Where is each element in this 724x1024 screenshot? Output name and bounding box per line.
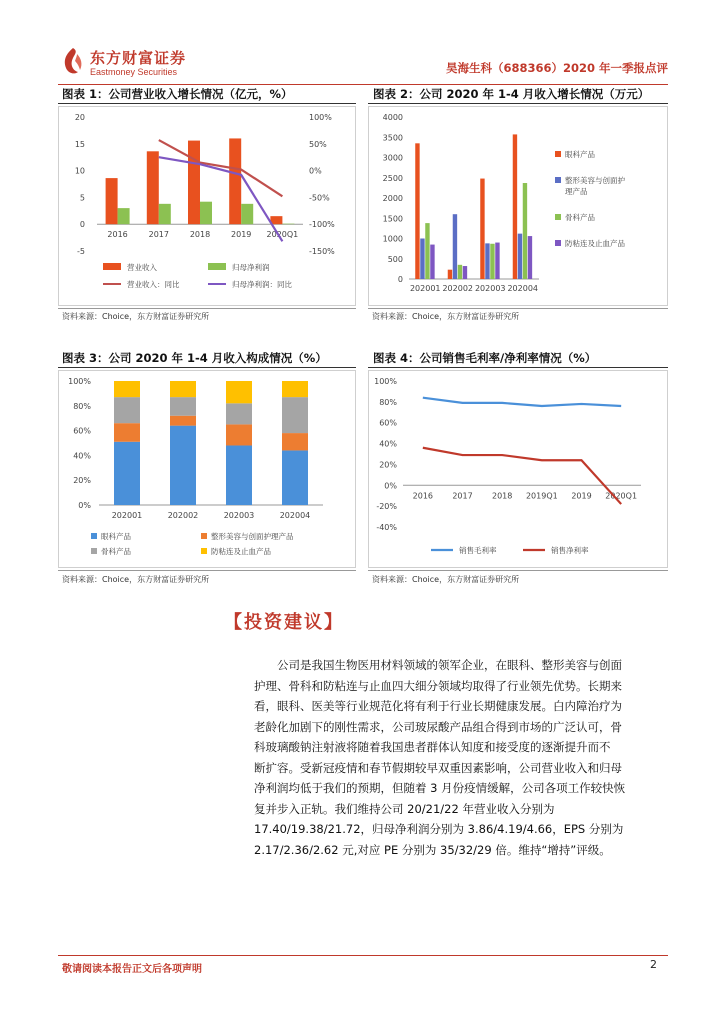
fig2-bar [453, 214, 457, 279]
fig2-legend-label: 理产品 [565, 187, 588, 196]
fig1-right-tick: -50% [309, 193, 330, 203]
fig2-source-rule [368, 308, 668, 309]
fig2-bar [415, 143, 419, 279]
fig1-category-label: 2016 [107, 230, 128, 240]
fig3-title: 图表 3：公司 2020 年 1-4 月收入构成情况（%） [62, 351, 327, 365]
fig3-bar-segment [170, 381, 196, 397]
fig1-bar [118, 208, 130, 224]
fig1-right-tick: 100% [309, 113, 332, 122]
fig4-category-label: 2019Q1 [525, 491, 558, 501]
paragraph-line: 17.40/19.38/21.72，归母净利润分别为 3.86/4.19/4.66，EPS 分别为 [254, 822, 624, 836]
fig2-legend-label: 骨科产品 [565, 213, 595, 222]
paragraph-line: 断扩容。受新冠疫情和春节假期较早双重因素影响，公司营业收入和归母 [254, 760, 622, 775]
fig3-legend-label: 骨科产品 [101, 547, 131, 556]
fig4-y-tick: 20% [379, 460, 397, 470]
fig4-y-tick: 60% [379, 418, 397, 428]
fig2-category-label: 202004 [507, 284, 539, 293]
fig1-bar [106, 178, 118, 224]
fig4-chart [368, 370, 668, 568]
fig1-legend-label: 归母净利润：同比 [232, 280, 292, 289]
fig4-category-label: 2017 [452, 491, 473, 501]
fig1-title-rule [58, 103, 356, 104]
fig3-source: 资料来源：Choice，东方财富证券研究所 [62, 575, 210, 584]
fig1-bar [147, 151, 159, 224]
fig3-legend-label: 眼科产品 [101, 532, 131, 541]
fig2-y-tick: 2500 [382, 173, 403, 183]
paragraph-line: 2.17/2.36/2.62 元,对应 PE 分别为 35/32/29 倍。维持“增持”评级。 [254, 842, 611, 857]
fig3-bar-segment [226, 381, 252, 403]
fig1-right-tick: -100% [309, 220, 335, 230]
fig2-y-tick: 2000 [382, 194, 403, 203]
fig2-y-tick: 3500 [382, 133, 403, 143]
fig4-title: 图表 4：公司销售毛利率/净利率情况（%） [373, 351, 597, 365]
logo-name: 东方财富证券 [90, 49, 187, 67]
fig1-bar [188, 141, 200, 225]
fig1-series-line [159, 157, 283, 241]
fig1-bar [229, 138, 241, 224]
fig3-y-tick: 0% [78, 501, 91, 510]
fig3-source-rule [58, 570, 356, 571]
fig3-legend-label: 整形美容与创面护理产品 [211, 532, 294, 541]
fig2-source: 资料来源：Choice，东方财富证券研究所 [372, 312, 520, 321]
fig4-category-label: 2016 [412, 491, 434, 501]
footer-disclaimer: 敬请阅读本报告正文后各项声明 [62, 964, 202, 975]
fig2-legend-swatch [555, 214, 561, 220]
fig3-y-tick: 60% [73, 426, 91, 436]
fig3-legend-swatch [201, 533, 207, 539]
fig3-bar-segment [226, 424, 252, 445]
fig4-legend-label: 销售净利率 [551, 546, 589, 555]
fig2-legend-label: 防粘连及止血产品 [565, 239, 625, 248]
header [58, 40, 668, 90]
fig2-category-label: 202002 [442, 284, 474, 293]
paragraph-line: 看，眼科、医美等行业规范化将有利于行业长期健康发展。白内障治疗为 [254, 699, 622, 713]
fig1-left-tick: 0 [79, 220, 85, 230]
fig4-y-tick: -20% [376, 502, 397, 512]
fig1-left-tick: 15 [74, 139, 85, 149]
paragraph-line: 科玻璃酸钠注射液将随着我国患者群体认知度和接受度的逐渐提升而不 [254, 740, 611, 754]
fig2-y-tick: 4000 [382, 113, 403, 122]
fig3-legend-swatch [91, 533, 97, 539]
fig2-bar [485, 243, 489, 279]
paragraph-line: 公司是我国生物医用材料领域的领军企业，在眼科、整形美容与创面 [277, 658, 622, 672]
fig3-legend-swatch [91, 548, 97, 554]
fig2-y-tick: 1500 [382, 214, 403, 224]
fig3-bar-segment [226, 403, 252, 424]
investment-paragraph [254, 655, 664, 860]
fig2-bar [463, 266, 467, 279]
fig4-category-label: 2018 [491, 491, 513, 501]
fig1-source-rule [58, 308, 356, 309]
fig1-right-tick: 50% [309, 139, 327, 149]
fig1-title: 图表 1：公司营业收入增长情况（亿元，%） [62, 87, 293, 101]
fig2-y-tick: 1000 [382, 234, 403, 244]
fig1-bar [200, 202, 212, 225]
fig1-legend-swatch [103, 263, 121, 270]
fig3-bar-segment [114, 381, 140, 397]
fig2-category-label: 202003 [474, 284, 506, 293]
fig4-source-rule [368, 570, 668, 571]
fig2-y-tick: 500 [387, 254, 403, 264]
fig2-legend-swatch [555, 177, 561, 183]
header-rule [58, 84, 668, 85]
fig1-bar [282, 224, 294, 225]
fig2-bar [528, 236, 532, 279]
fig1-category-label: 2020Q1 [266, 230, 299, 240]
fig1-left-tick: 5 [79, 193, 85, 203]
fig3-bar-segment [282, 433, 308, 450]
fig4-y-tick: 80% [379, 397, 397, 407]
fig2-bar [425, 223, 429, 279]
fig3-title-rule [58, 367, 356, 368]
fig2-bar [490, 244, 494, 279]
fig2-category-label: 202001 [409, 284, 441, 293]
report-title: 昊海生科（688366）2020 年一季报点评 [445, 61, 668, 75]
fig1-left-tick: -5 [77, 247, 85, 256]
eastmoney-logo-icon [60, 46, 86, 76]
fig4-category-label: 2020Q1 [605, 491, 638, 501]
fig2-title: 图表 2：公司 2020 年 1-4 月收入增长情况（万元） [373, 87, 650, 101]
fig1-legend-label: 营业收入：同比 [127, 280, 180, 289]
fig2-bar [523, 183, 527, 279]
fig2-bar [480, 179, 484, 279]
fig1-legend-label: 归母净利润 [232, 263, 270, 272]
fig2-bar [458, 265, 462, 279]
footer-rule [58, 955, 668, 956]
fig1-left-tick: 10 [74, 166, 85, 176]
fig3-category-label: 202002 [167, 511, 199, 520]
fig2-legend-swatch [555, 240, 561, 246]
fig1-left-tick: 20 [74, 113, 85, 122]
fig2-bar [518, 234, 522, 279]
fig1-category-label: 2018 [189, 230, 211, 240]
fig1-right-tick: -150% [309, 247, 335, 256]
fig3-bar-segment [114, 397, 140, 423]
fig1-legend-swatch [208, 263, 226, 270]
fig4-series-line [423, 398, 621, 406]
fig3-y-tick: 100% [68, 377, 91, 386]
fig3-legend-label: 防粘连及止血产品 [211, 547, 271, 556]
logo-english: Eastmoney Securities [90, 67, 178, 77]
fig1-source: 资料来源：Choice，东方财富证券研究所 [62, 312, 210, 321]
fig1-bar [159, 204, 171, 224]
fig4-y-tick: 40% [379, 439, 397, 449]
page-number: 2 [650, 958, 657, 971]
fig3-y-tick: 80% [73, 401, 91, 411]
fig2-y-tick: 3000 [382, 153, 403, 163]
fig2-legend-label: 整形美容与创面护 [565, 176, 625, 185]
paragraph-line: 净利润均低于我们的预期，但随着 3 月份疫情缓解，公司各项工作较快恢 [254, 781, 626, 795]
fig2-bar [513, 134, 517, 279]
fig4-y-tick: 0% [384, 481, 397, 491]
fig2-bar [430, 245, 434, 279]
fig3-chart [58, 370, 356, 568]
fig2-chart [368, 106, 668, 306]
fig4-legend-label: 销售毛利率 [459, 546, 497, 555]
fig1-series-line [159, 140, 283, 196]
fig4-source: 资料来源：Choice，东方财富证券研究所 [372, 575, 520, 584]
fig1-right-tick: 0% [309, 166, 322, 176]
fig3-y-tick: 20% [73, 476, 91, 486]
fig2-bar [495, 243, 499, 279]
fig3-bar-segment [170, 397, 196, 416]
fig4-category-label: 2019 [571, 491, 592, 501]
fig3-bar-segment [170, 416, 196, 426]
fig3-category-label: 202003 [223, 511, 255, 520]
fig3-legend-swatch [201, 548, 207, 554]
fig1-category-label: 2019 [231, 230, 252, 240]
section-title: 【投资建议】 [224, 612, 344, 633]
paragraph-line: 老龄化加剧下的刚性需求，公司玻尿酸产品组合得到市场的广泛认可，骨 [254, 719, 622, 734]
fig3-bar-segment [114, 442, 140, 505]
fig2-y-tick: 0 [397, 275, 403, 284]
fig4-y-tick: -40% [376, 523, 397, 532]
fig3-category-label: 202004 [279, 511, 311, 520]
fig2-title-rule [368, 103, 668, 104]
fig3-bar-segment [114, 423, 140, 442]
fig2-bar [420, 239, 424, 280]
fig3-y-tick: 40% [73, 451, 91, 461]
fig3-bar-segment [282, 450, 308, 505]
fig1-chart [58, 106, 356, 306]
fig1-legend-label: 营业收入 [127, 263, 157, 272]
fig4-title-rule [368, 367, 668, 368]
fig2-legend-swatch [555, 151, 561, 157]
fig2-legend-label: 眼科产品 [565, 150, 595, 159]
fig3-bar-segment [282, 381, 308, 397]
fig1-bar [241, 204, 253, 224]
fig1-category-label: 2017 [148, 230, 169, 240]
fig4-y-tick: 100% [374, 377, 397, 386]
fig3-category-label: 202001 [111, 511, 143, 520]
fig2-bar [448, 270, 452, 279]
fig3-bar-segment [282, 397, 308, 433]
paragraph-line: 复并步入正轨。我们维持公司 20/21/22 年营业收入分别为 [254, 801, 555, 816]
paragraph-line: 护理、骨科和防粘连与止血四大细分领域均取得了行业领先优势。长期来 [254, 678, 622, 693]
fig3-bar-segment [170, 426, 196, 505]
fig3-bar-segment [226, 445, 252, 505]
